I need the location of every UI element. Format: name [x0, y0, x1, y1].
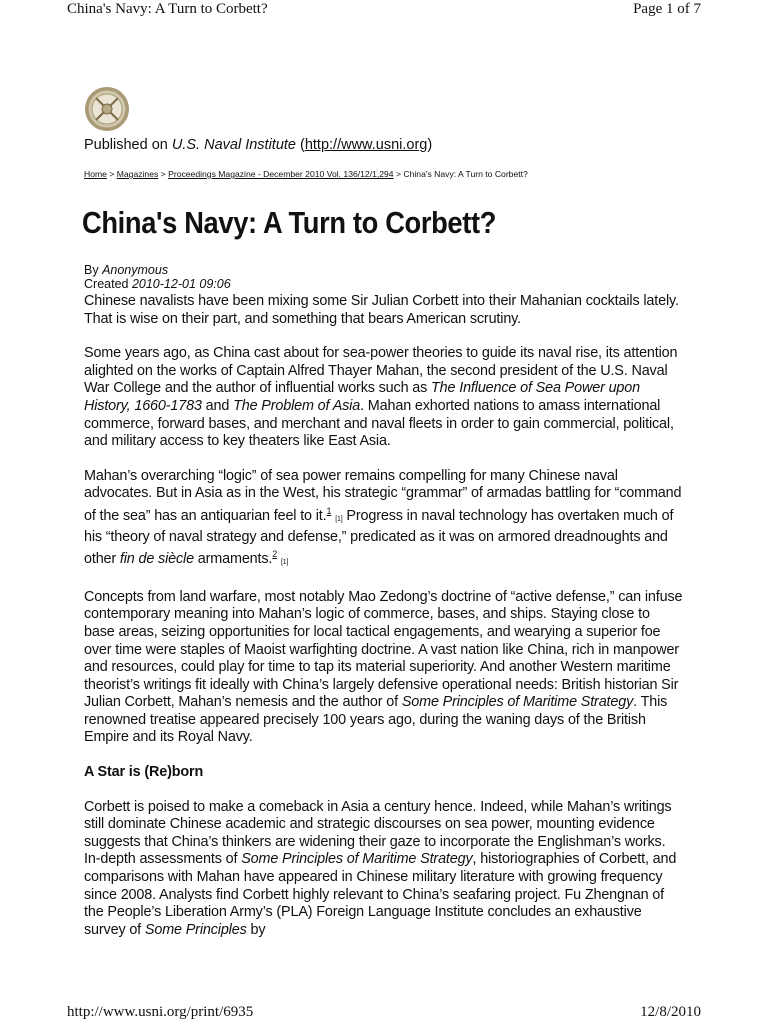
- footnote-2-link[interactable]: 2: [272, 549, 278, 560]
- p2-book-title-1: The Influence of Sea Power upon History, 1660-1783: [84, 380, 640, 414]
- p5-text-b: , historiographies of Corbett, and comparisons with Mahan have appeared in Chinese military literature with growing frequency since 2008. Analysts find Corbett highly relevant to China’s seafaring project. Fu Zhengnan of the People’s Liberation Army’s (PLA) Foreign Language Institute concludes an exhaustive survey of: [84, 851, 677, 938]
- footer-url: http://www.usni.org/print/6935: [67, 1004, 254, 1020]
- published-paren-open: (: [295, 137, 305, 153]
- p2-book-title-2: The Problem of Asia: [233, 397, 361, 414]
- article-body: [84, 293, 684, 956]
- created-line: [84, 278, 231, 292]
- p3-text-c: armaments.: [193, 551, 273, 568]
- breadcrumb-home[interactable]: Home: [84, 169, 107, 179]
- p3-text-b: Progress in naval technology has overtaken much of his “theory of naval strategy and defense,” predicated as it was on armored dreadnoughts and other: [84, 507, 674, 568]
- created-date: 2010-12-01 09:06: [131, 276, 231, 291]
- breadcrumb-current: China's Navy: A Turn to Corbett?: [403, 169, 528, 179]
- p5-text-a: Corbett is poised to make a comeback in Asia a century hence. Indeed, while Mahan’s writings still dominate Chinese academic and strategic discourses on sea power, mounting evidence suggests that China’s thinkers are widening their gaze to incorporate the Englishman’s works. In-depth assessments of: [84, 798, 672, 868]
- paragraph-5: [84, 799, 684, 940]
- p2-text-c: . Mahan exhorted nations to amass international commerce, forward bases, and merchant and naval fleets in order to gain commercial, political, and military access to key theaters like East Asia.: [84, 397, 674, 450]
- p4-book-title: Some Principles of Maritime Strategy: [401, 694, 634, 711]
- byline: [84, 264, 231, 278]
- p4-text-a: Concepts from land warfare, most notably Mao Zedong’s doctrine of “active defense,” can infuse contemporary meaning into Mahan’s logic of commerce, bases, and ships. Staying close to base areas, seizing opportunities for local tactical engagements, and wearying a superior foe over time were staples of Maoist warfighting doctrine. A vast nation like China, rich in manpower and resources, could play for time to tap its material superiority. And another Western maritime theorist’s writings fit ideally with China’s largely defensive operational needs: British historian Sir Julian Corbett, Mahan’s nemesis and the author of: [84, 588, 683, 711]
- breadcrumb-issue[interactable]: Proceedings Magazine - December 2010 Vol. 136/12/1,294: [168, 169, 394, 179]
- breadcrumb-magazines[interactable]: Magazines: [116, 169, 159, 179]
- page-header-title: China's Navy: A Turn to Corbett?: [67, 1, 268, 17]
- published-site: U.S. Naval Institute: [171, 137, 296, 153]
- footer-date: 12/8/2010: [640, 1004, 701, 1020]
- paragraph-3: [84, 468, 684, 572]
- paragraph-2: [84, 345, 684, 451]
- breadcrumb-sep: >: [106, 169, 117, 179]
- published-on-line: [84, 137, 432, 153]
- p4-text-b: . This renowned treatise appeared precisely 100 years ago, during the waning days of the British Empire and its Royal Navy.: [84, 694, 668, 746]
- section-heading: A Star is (Re)born: [84, 764, 204, 781]
- created-label: Created: [84, 276, 132, 291]
- p3-phrase: fin de siècle: [119, 551, 194, 568]
- published-paren-close: ): [427, 137, 433, 153]
- breadcrumb: [84, 169, 528, 179]
- ref-2[interactable]: [1]: [281, 559, 289, 567]
- article-title: China's Navy: A Turn to Corbett?: [82, 205, 497, 240]
- article-meta: [84, 264, 231, 291]
- site-link[interactable]: http://www.usni.org: [304, 137, 428, 153]
- p2-text-b: and: [201, 397, 234, 414]
- published-prefix: Published on: [84, 137, 172, 153]
- breadcrumb-sep: >: [393, 169, 404, 179]
- paragraph-4: [84, 589, 684, 747]
- breadcrumb-sep: >: [158, 169, 169, 179]
- author: Anonymous: [102, 263, 169, 277]
- p5-text-c: by: [246, 921, 266, 938]
- usni-seal-logo: [84, 86, 130, 132]
- by-label: By: [84, 263, 103, 277]
- p5-book-title-2: Some Principles: [144, 921, 247, 938]
- p5-book-title-1: Some Principles of Maritime Strategy: [241, 851, 473, 868]
- ref-1[interactable]: [1]: [335, 515, 343, 523]
- page-number: Page 1 of 7: [633, 1, 701, 17]
- p3-text-a: Mahan’s overarching “logic” of sea power remains compelling for many Chinese naval advocates. But in Asia as in the West, his strategic “grammar” of armadas battling for “command of the sea” has an antiquarian feel to it.: [84, 467, 682, 524]
- footnote-1-link[interactable]: 1: [326, 505, 332, 516]
- paragraph-1: Chinese navalists have been mixing some Sir Julian Corbett into their Mahanian cocktails lately. That is wise on their part, and something that bears American scrutiny.: [84, 293, 679, 327]
- p2-text-a: Some years ago, as China cast about for sea-power theories to guide its naval rise, its attention alighted on the works of Captain Alfred Thayer Mahan, the second president of the U.S. Naval War College and the author of influential works such as: [84, 345, 678, 397]
